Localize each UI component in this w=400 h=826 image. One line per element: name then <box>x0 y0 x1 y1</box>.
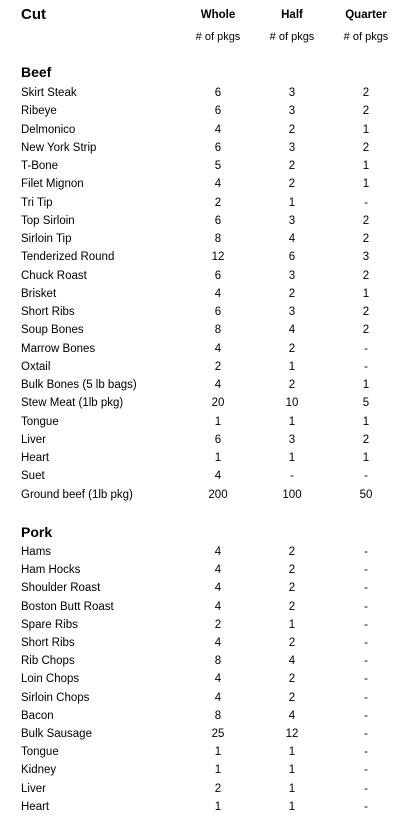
quarter-pkgs: 1 <box>362 452 370 464</box>
half-pkgs: 1 <box>288 764 296 777</box>
table-row <box>0 288 400 306</box>
quarter-pkgs: - <box>364 764 368 777</box>
cut-name: Tri Tip <box>21 196 53 209</box>
cut-name: Heart <box>21 800 50 813</box>
table-row <box>0 361 400 379</box>
half-pkgs: - <box>290 470 294 483</box>
cut-name: Brisket <box>21 287 57 300</box>
cut-name: Skirt Steak <box>21 87 77 99</box>
half-pkgs: 1 <box>288 618 296 631</box>
quarter-pkgs: 3 <box>362 251 370 264</box>
whole-pkgs: 20 <box>211 397 225 410</box>
whole-pkgs: 1 <box>214 764 222 777</box>
header-half: Half <box>281 9 303 21</box>
half-pkgs: 3 <box>288 141 296 154</box>
quarter-pkgs: - <box>364 709 368 722</box>
whole-pkgs: 4 <box>214 470 222 483</box>
whole-pkgs: 4 <box>214 564 222 577</box>
cut-name: Short Ribs <box>21 306 75 318</box>
header-quarter: Quarter <box>345 9 387 21</box>
half-pkgs: 1 <box>288 746 296 759</box>
cut-name: Sirloin Tip <box>21 233 72 245</box>
whole-pkgs: 4 <box>214 123 222 136</box>
cut-name: Ham Hocks <box>21 564 81 577</box>
table-row <box>0 728 400 746</box>
whole-pkgs: 2 <box>214 618 222 631</box>
table-row <box>0 655 400 673</box>
table-row <box>0 306 400 324</box>
half-pkgs: 2 <box>288 637 296 649</box>
cut-name: T-Bone <box>21 160 59 172</box>
whole-pkgs: 8 <box>214 655 222 668</box>
cut-name: Bulk Sausage <box>21 728 92 740</box>
quarter-pkgs: - <box>364 360 368 373</box>
whole-pkgs: 8 <box>214 233 222 245</box>
half-pkgs: 1 <box>288 360 296 373</box>
cut-name: Bulk Bones (5 lb bags) <box>21 379 137 391</box>
quarter-pkgs: - <box>364 637 368 649</box>
quarter-pkgs: 2 <box>362 269 370 282</box>
cut-name: Spare Ribs <box>21 618 78 631</box>
half-pkgs: 100 <box>282 488 302 501</box>
whole-pkgs: 1 <box>214 746 222 759</box>
whole-pkgs: 5 <box>214 160 222 172</box>
table-row <box>0 470 400 488</box>
half-pkgs: 2 <box>288 673 296 686</box>
header-whole: Whole <box>200 9 236 21</box>
whole-pkgs: 2 <box>214 196 222 209</box>
whole-pkgs: 2 <box>214 782 222 795</box>
whole-pkgs: 1 <box>214 452 222 464</box>
table-row <box>0 692 400 710</box>
half-pkgs: 1 <box>288 452 296 464</box>
half-pkgs: 2 <box>288 342 296 355</box>
whole-pkgs: 4 <box>214 637 222 649</box>
table-row <box>0 416 400 434</box>
half-pkgs: 2 <box>288 160 296 172</box>
table-row <box>0 452 400 470</box>
quarter-pkgs: 1 <box>362 178 370 191</box>
half-pkgs: 1 <box>288 782 296 795</box>
cut-name: Top Sirloin <box>21 214 75 227</box>
quarter-pkgs: 1 <box>362 287 370 300</box>
whole-pkgs: 4 <box>214 691 222 704</box>
half-pkgs: 3 <box>288 214 296 227</box>
quarter-pkgs: - <box>364 655 368 668</box>
quarter-pkgs: 2 <box>362 433 370 446</box>
half-pkgs: 1 <box>288 196 296 209</box>
table-row <box>0 324 400 342</box>
whole-pkgs: 6 <box>214 105 222 118</box>
half-pkgs: 4 <box>288 233 296 245</box>
cut-name: Filet Mignon <box>21 178 84 191</box>
quarter-pkgs: - <box>364 800 368 813</box>
whole-pkgs: 1 <box>214 415 222 428</box>
half-pkgs: 3 <box>288 306 296 318</box>
cut-name: Tenderized Round <box>21 251 115 264</box>
table-row <box>0 215 400 233</box>
half-pkgs: 1 <box>288 800 296 813</box>
half-pkgs: 3 <box>288 433 296 446</box>
quarter-pkgs: 5 <box>362 397 370 410</box>
table-row <box>0 764 400 782</box>
table-row <box>0 270 400 288</box>
cut-name: Boston Butt Roast <box>21 600 114 613</box>
half-pkgs: 2 <box>288 600 296 613</box>
half-pkgs: 10 <box>285 397 299 410</box>
quarter-pkgs: - <box>364 728 368 740</box>
whole-pkgs: 4 <box>214 546 222 558</box>
table-row <box>0 87 400 105</box>
cut-name: Rib Chops <box>21 655 75 668</box>
cut-name: Short Ribs <box>21 637 75 649</box>
quarter-pkgs: 2 <box>362 141 370 154</box>
cut-name: Shoulder Roast <box>21 582 101 595</box>
table-row <box>0 801 400 819</box>
table-row <box>0 397 400 415</box>
table-row <box>0 124 400 142</box>
half-pkgs: 2 <box>288 582 296 595</box>
table-row <box>0 251 400 269</box>
whole-pkgs: 4 <box>214 379 222 391</box>
table-row <box>0 434 400 452</box>
half-pkgs: 4 <box>288 655 296 668</box>
whole-pkgs: 4 <box>214 673 222 686</box>
cut-name: Ground beef (1lb pkg) <box>21 488 133 501</box>
cut-name: Bacon <box>21 709 54 722</box>
section-title-pork: Pork <box>21 524 53 540</box>
quarter-pkgs: 2 <box>362 87 370 99</box>
cut-name: Loin Chops <box>21 673 80 686</box>
half-pkgs: 2 <box>288 178 296 191</box>
table-row <box>0 710 400 728</box>
quarter-pkgs: - <box>364 564 368 577</box>
half-pkgs: 1 <box>288 415 296 428</box>
section-title-beef: Beef <box>21 64 52 80</box>
table-row <box>0 564 400 582</box>
table-row <box>0 160 400 178</box>
cut-name: Liver <box>21 782 46 795</box>
quarter-pkgs: - <box>364 196 368 209</box>
half-pkgs: 3 <box>288 87 296 99</box>
cut-name: Oxtail <box>21 360 51 373</box>
half-pkgs: 4 <box>288 709 296 722</box>
header-half-sub: # of pkgs <box>269 31 315 43</box>
cut-name: Suet <box>21 470 45 483</box>
whole-pkgs: 8 <box>214 324 222 337</box>
quarter-pkgs: 1 <box>362 160 370 172</box>
quarter-pkgs: - <box>364 746 368 759</box>
cut-name: Kidney <box>21 764 57 777</box>
half-pkgs: 2 <box>288 287 296 300</box>
half-pkgs: 3 <box>288 105 296 118</box>
half-pkgs: 4 <box>288 324 296 337</box>
quarter-pkgs: 2 <box>362 324 370 337</box>
quarter-pkgs: 1 <box>362 123 370 136</box>
cut-name: Delmonico <box>21 123 76 136</box>
quarter-pkgs: - <box>364 582 368 595</box>
quarter-pkgs: - <box>364 782 368 795</box>
quarter-pkgs: 2 <box>362 233 370 245</box>
whole-pkgs: 6 <box>214 269 222 282</box>
table-row <box>0 489 400 507</box>
cut-name: Soup Bones <box>21 324 84 337</box>
quarter-pkgs: - <box>364 600 368 613</box>
quarter-pkgs: - <box>364 691 368 704</box>
quarter-pkgs: - <box>364 673 368 686</box>
whole-pkgs: 6 <box>214 433 222 446</box>
cut-name: Tongue <box>21 415 59 428</box>
whole-pkgs: 6 <box>214 141 222 154</box>
table-row <box>0 582 400 600</box>
cut-name: Hams <box>21 546 52 558</box>
whole-pkgs: 2 <box>214 360 222 373</box>
table-row <box>0 105 400 123</box>
half-pkgs: 2 <box>288 691 296 704</box>
whole-pkgs: 4 <box>214 287 222 300</box>
cut-name: Sirloin Chops <box>21 691 90 704</box>
quarter-pkgs: 1 <box>362 415 370 428</box>
quarter-pkgs: 2 <box>362 105 370 118</box>
table-row <box>0 197 400 215</box>
whole-pkgs: 12 <box>211 251 225 264</box>
table-row <box>0 178 400 196</box>
header-quarter-sub: # of pkgs <box>343 31 389 43</box>
whole-pkgs: 4 <box>214 600 222 613</box>
whole-pkgs: 4 <box>214 178 222 191</box>
cut-name: Tongue <box>21 746 59 759</box>
table-row <box>0 746 400 764</box>
whole-pkgs: 1 <box>214 800 222 813</box>
whole-pkgs: 6 <box>214 306 222 318</box>
header-cut: Cut <box>21 6 46 23</box>
half-pkgs: 2 <box>288 379 296 391</box>
quarter-pkgs: - <box>364 470 368 483</box>
quarter-pkgs: 1 <box>362 379 370 391</box>
cut-name: Marrow Bones <box>21 342 96 355</box>
quarter-pkgs: 2 <box>362 306 370 318</box>
table-row <box>0 379 400 397</box>
quarter-pkgs: - <box>364 546 368 558</box>
half-pkgs: 3 <box>288 269 296 282</box>
table-row <box>0 233 400 251</box>
cut-name: Liver <box>21 433 46 446</box>
table-row <box>0 601 400 619</box>
whole-pkgs: 200 <box>208 488 228 501</box>
whole-pkgs: 4 <box>214 342 222 355</box>
whole-pkgs: 6 <box>214 214 222 227</box>
table-row <box>0 546 400 564</box>
half-pkgs: 2 <box>288 123 296 136</box>
half-pkgs: 2 <box>288 564 296 577</box>
whole-pkgs: 8 <box>214 709 222 722</box>
cut-name: Ribeye <box>21 105 57 118</box>
table-row <box>0 619 400 637</box>
table-row <box>0 343 400 361</box>
cut-name: Stew Meat (1lb pkg) <box>21 397 124 410</box>
cut-name: Chuck Roast <box>21 269 87 282</box>
half-pkgs: 2 <box>288 546 296 558</box>
whole-pkgs: 6 <box>214 87 222 99</box>
table-row <box>0 673 400 691</box>
table-row <box>0 142 400 160</box>
cut-name: New York Strip <box>21 141 97 154</box>
cut-name: Heart <box>21 452 50 464</box>
whole-pkgs: 25 <box>211 728 225 740</box>
quarter-pkgs: 2 <box>362 214 370 227</box>
table-row <box>0 783 400 801</box>
table-row <box>0 637 400 655</box>
quarter-pkgs: 50 <box>359 488 373 501</box>
quarter-pkgs: - <box>364 618 368 631</box>
quarter-pkgs: - <box>364 342 368 355</box>
whole-pkgs: 4 <box>214 582 222 595</box>
half-pkgs: 12 <box>285 728 299 740</box>
half-pkgs: 6 <box>288 251 296 264</box>
header-whole-sub: # of pkgs <box>195 31 241 43</box>
